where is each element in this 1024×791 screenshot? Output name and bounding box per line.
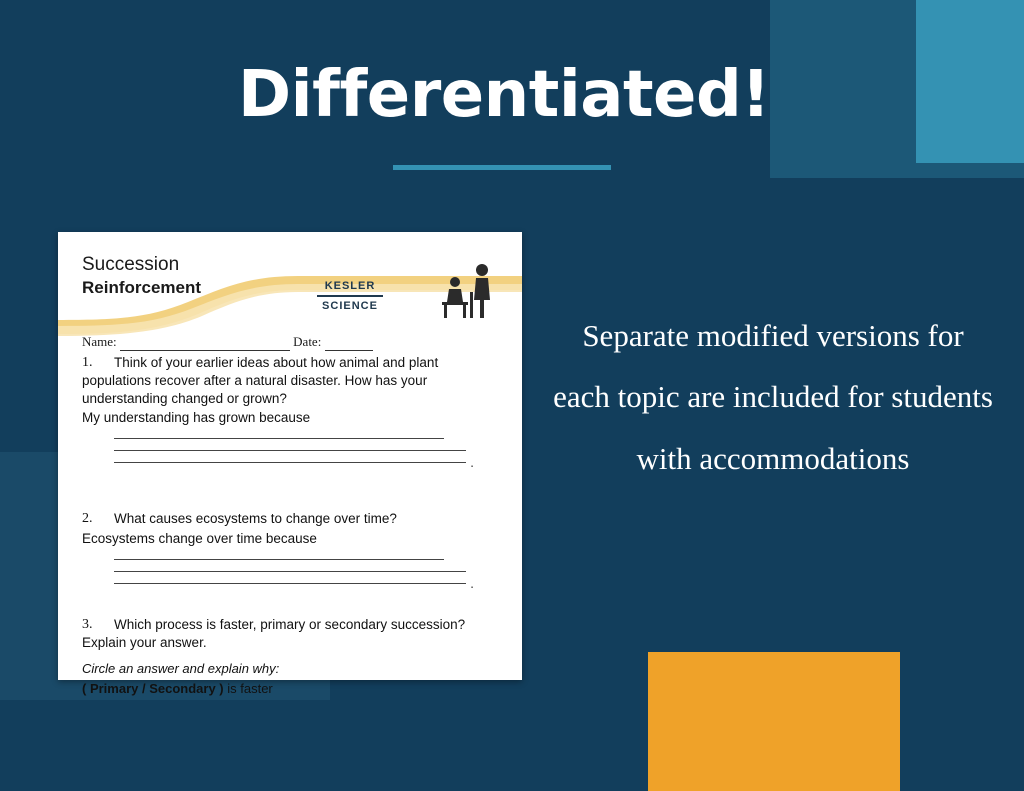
answer-rule: [114, 559, 444, 560]
worksheet-preview-image: [58, 232, 522, 696]
name-label: Name:: [82, 334, 117, 349]
question-3-choice-tail: is faster: [227, 680, 273, 696]
question-3-choices: [82, 680, 502, 697]
people-illustration-icon: [438, 262, 500, 320]
question-3-choice-options: ( Primary / Secondary ): [82, 680, 224, 696]
answer-rule: [114, 438, 444, 439]
answer-rule: [114, 450, 466, 451]
date-blank: [325, 334, 373, 351]
answer-rule: [114, 583, 466, 584]
question-1-text: Think of your earlier ideas about how animal and plant populations recover after a natural disaster. How has your understanding changed or grown?: [82, 355, 439, 406]
decor-block-bottom-left-lower: [0, 700, 330, 791]
worksheet-title: Succession: [82, 254, 180, 275]
logo-line-1: KESLER: [324, 280, 376, 292]
question-3-instruction: Circle an answer and explain why:: [82, 660, 280, 676]
answer-rule: [114, 571, 466, 572]
question-1-number: 1.: [82, 355, 93, 370]
logo-line-2: SCIENCE: [322, 299, 378, 312]
name-blank: [120, 334, 290, 351]
logo-divider: [317, 295, 383, 297]
worksheet-question-3: [82, 616, 502, 697]
question-2-prompt: Ecosystems change over time because: [82, 530, 317, 546]
question-3-number: 3.: [82, 617, 93, 632]
answer-rule: [114, 462, 466, 463]
slide-body-text: Separate modified versions for each topic are included for students with accommodations: [553, 318, 993, 476]
date-label: Date:: [293, 334, 322, 349]
worksheet-subtitle: Reinforcement: [82, 278, 202, 297]
worksheet-question-1: [82, 354, 502, 463]
question-1-prompt: My understanding has grown because: [82, 410, 311, 426]
name-date-line: [82, 334, 502, 351]
slide-title: Differentiated!: [238, 58, 770, 132]
decor-block-orange: [648, 652, 900, 791]
question-3-text: Which process is faster, primary or secondary succession? Explain your answer.: [82, 617, 466, 650]
question-2-text: What causes ecosystems to change over time?: [114, 511, 397, 526]
kesler-science-logo: [311, 280, 389, 316]
worksheet-question-2: [82, 510, 502, 584]
question-2-number: 2.: [82, 511, 93, 526]
title-underline-rule: [393, 165, 611, 170]
